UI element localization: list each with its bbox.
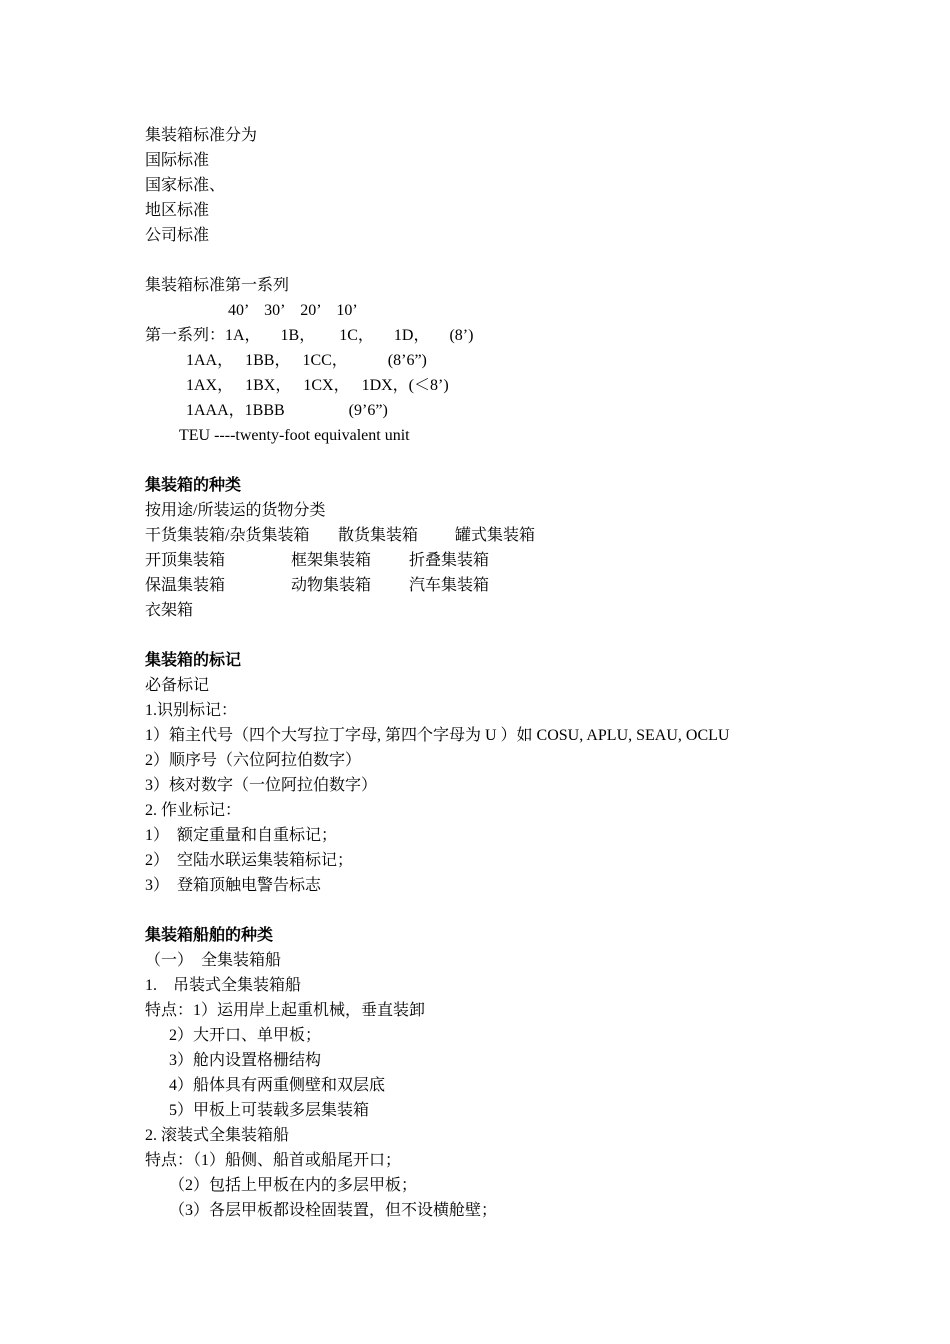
ships-line: 特点：1）运用岸上起重机械，垂直装卸	[145, 1002, 426, 1019]
container-type: 罐式集装箱	[455, 527, 536, 544]
marks-line: 2）顺序号（六位阿拉伯数字）	[145, 752, 362, 769]
marks-line: 1）箱主代号（四个大写拉丁字母, 第四个字母为 U ）如 COSU, APLU, SEAU, OCLU	[145, 727, 730, 744]
types-subtitle: 按用途/所装运的货物分类	[145, 502, 326, 519]
ships-line: 特点：（1）船侧、船首或船尾开口；	[145, 1152, 402, 1169]
marks-line: 必备标记	[145, 677, 210, 694]
marks-line: 2. 作业标记：	[145, 802, 242, 819]
ships-line: 1. 吊装式全集装箱船	[145, 977, 302, 994]
container-type: 干货集装箱/杂货集装箱	[145, 527, 310, 544]
container-type: 折叠集装箱	[409, 552, 490, 569]
container-type: 衣架箱	[145, 602, 194, 619]
section-heading-marks: 集装箱的标记	[145, 652, 242, 669]
series-row: 第一系列：1A， 1B， 1C， 1D， (8’)	[145, 327, 474, 344]
ships-line: 4）船体具有两重侧壁和双层底	[169, 1077, 386, 1094]
series-row: 1AAA，1BBB (9’6”)	[186, 402, 388, 419]
section-heading-types: 集装箱的种类	[145, 477, 242, 494]
marks-line: 3）核对数字（一位阿拉伯数字）	[145, 777, 378, 794]
marks-line: 1） 额定重量和自重标记；	[145, 827, 338, 844]
series-lengths: 40’ 30’ 20’ 10’	[228, 302, 358, 319]
series-row: 1AX， 1BX， 1CX， 1DX，(＜8’)	[186, 377, 449, 394]
teu-definition: TEU ----twenty-foot equivalent unit	[179, 427, 410, 444]
container-type: 框架集装箱	[291, 552, 372, 569]
intro-line: 国际标准	[145, 152, 210, 169]
container-type: 散货集装箱	[338, 527, 419, 544]
ships-line: 2）大开口、单甲板；	[169, 1027, 322, 1044]
series-title: 集装箱标准第一系列	[145, 277, 290, 294]
ships-line: 5）甲板上可装载多层集装箱	[169, 1102, 370, 1119]
intro-line: 国家标准、	[145, 177, 226, 194]
container-type: 汽车集装箱	[409, 577, 490, 594]
ships-line: 3）舱内设置格栅结构	[169, 1052, 322, 1069]
marks-line: 2） 空陆水联运集装箱标记；	[145, 852, 354, 869]
ships-line: （2）包括上甲板在内的多层甲板；	[169, 1177, 418, 1194]
marks-line: 1.识别标记：	[145, 702, 238, 719]
intro-line: 集装箱标准分为	[145, 127, 258, 144]
container-type: 动物集装箱	[291, 577, 372, 594]
intro-line: 地区标准	[145, 202, 210, 219]
container-type: 开顶集装箱	[145, 552, 226, 569]
ships-line: （一） 全集装箱船	[145, 952, 282, 969]
intro-line: 公司标准	[145, 227, 210, 244]
ships-line: 2. 滚装式全集装箱船	[145, 1127, 290, 1144]
container-type: 保温集装箱	[145, 577, 226, 594]
section-heading-ships: 集装箱船舶的种类	[145, 927, 274, 944]
ships-line: （3）各层甲板都设栓固装置，但不设横舱壁；	[169, 1202, 498, 1219]
marks-line: 3） 登箱顶触电警告标志	[145, 877, 322, 894]
series-row: 1AA， 1BB， 1CC， (8’6”)	[186, 352, 427, 369]
